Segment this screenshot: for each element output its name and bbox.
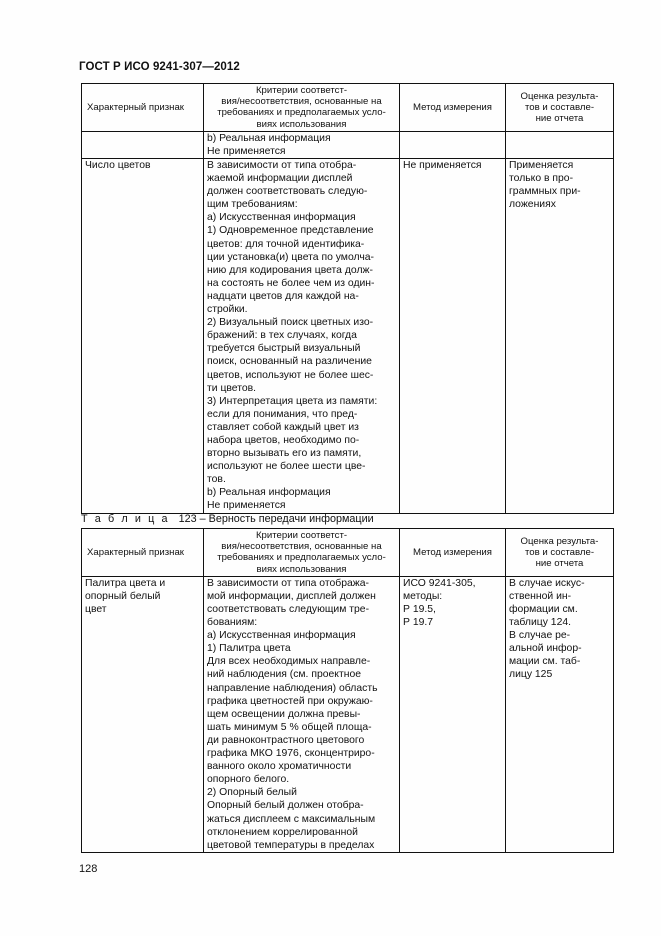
table-color-fidelity	[81, 528, 614, 853]
assessment-cell: В случае искус- ственной ин- формации см. таблицу 124. В случае ре- альной инфор- мации см. таб- лицу 125	[506, 576, 614, 852]
document-header: ГОСТ Р ИСО 9241-307—2012	[79, 61, 240, 73]
column-header-assessment: Оценка результа- тов и составле- ние отчета	[506, 529, 614, 577]
table-caption: Т а б л и ц а 123 – Верность передачи информации	[81, 513, 374, 525]
feature-cell: Палитра цвета и опорный белый цвет	[82, 576, 204, 852]
criteria-continuation: b) Реальная информация Не применяется	[204, 131, 400, 158]
method-cell: Не применяется	[400, 159, 506, 514]
page-number: 128	[79, 863, 98, 875]
column-header-criteria: Критерии соответст- вия/несоответствия, основанные на требованиях и предполагаемых усло- виях использования	[204, 529, 400, 577]
table-row	[82, 576, 614, 852]
column-header-feature: Характерный признак	[82, 84, 204, 132]
column-header-method: Метод измерения	[400, 529, 506, 577]
table-row	[82, 159, 614, 514]
assessment-cell: Применяется только в про- граммных при- ложениях	[506, 159, 614, 514]
method-cell: ИСО 9241-305, методы: Р 19.5, Р 19.7	[400, 576, 506, 852]
table-continuation	[81, 83, 614, 514]
column-header-criteria: Критерии соответст- вия/несоответствия, основанные на требованиях и предполагаемых усло- виях использования	[204, 84, 400, 132]
table-row	[82, 131, 614, 158]
criteria-cell: В зависимости от типа отобра- жаемой информации дисплей должен соответствовать следую- щим требованиям: а) Искусственная информация 1) Одновременное представление цветов: для точной идентифика- ции установка(и) цвета по умолча- нию для кодирования цвета долж- на состоять не более чем из один- надцати цветов для каждой на- стройки. 2) Визуальный поиск цветных изо- бражений: в тех случаях, когда требуется быстрый визуальный поиск, основанный на различение цветов, используют не более шес- ти цветов. 3) Интерпретация цвета из памяти: если для понимания, что пред- ставляет собой каждый цвет из набора цветов, необходимо по- вторно вызывать его из памяти, используют не более шести цве- тов. b) Реальная информация Не применяется	[204, 159, 400, 514]
column-header-method: Метод измерения	[400, 84, 506, 132]
column-header-feature: Характерный признак	[82, 529, 204, 577]
feature-cell: Число цветов	[82, 159, 204, 514]
criteria-cell: В зависимости от типа отобража- мой информации, дисплей должен соответствовать следующим тре- бованиям: а) Искусственная информация 1) Палитра цвета Для всех необходимых направле- ний наблюдения (см. проектное направление наблюдения) область графика цветностей при окружаю- щем освещении должна превы- шать минимум 5 % общей площа- ди равноконтрастного цветового графика МКО 1976, сконцентриро- ванного около хроматичности опорного белого. 2) Опорный белый Опорный белый должен отобра- жаться дисплеем с максимальным отклонением коррелированной цветовой температуры в пределах	[204, 576, 400, 852]
table-header-row	[82, 84, 614, 132]
table-header-row	[82, 529, 614, 577]
column-header-assessment: Оценка результа- тов и составле- ние отчета	[506, 84, 614, 132]
